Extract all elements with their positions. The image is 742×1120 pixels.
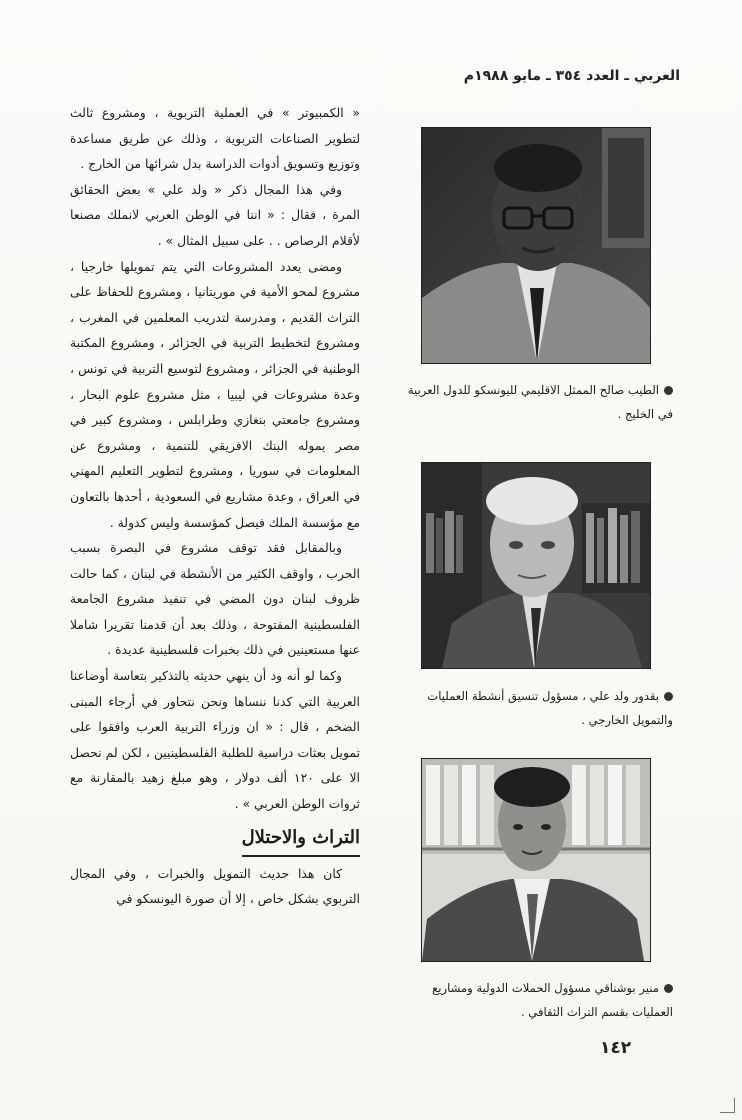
portrait-photo-3 — [421, 758, 651, 962]
photo-caption-1 — [405, 378, 673, 426]
article-paragraph-1: « الكمبيوتر » في العملية التربوية ، ومشروع ثالث لتطوير الصناعات التربوية ، وذلك عن طريق مساعدة وتوزيع وتسويق أدوات الدراسة بدل شرائها من الخارج . — [70, 105, 360, 172]
bullet-icon — [664, 692, 673, 701]
section-subheading — [70, 823, 360, 857]
portrait-photo-2 — [421, 462, 651, 669]
article-body — [70, 100, 360, 1040]
bullet-icon — [664, 386, 673, 395]
article-paragraph-6: كان هذا حديث التمويل والخبرات ، وفي المجال التربوي بشكل خاص ، إلا أن صورة اليونسكو في — [70, 865, 360, 907]
caption-3-text: منير بوشناقي مسؤول الحملات الدولية ومشاريع العمليات بقسم التراث الثقافي . — [432, 981, 673, 1019]
caption-2-text: بقدور ولد علي ، مسؤول تنسيق أنشطة العمليات والتمويل الخارجي . — [427, 689, 673, 727]
page-corner-mark — [720, 1098, 735, 1113]
caption-1-text: الطيب صالح الممثل الاقليمي لليونسكو للدول العربية في الخليج . — [407, 383, 673, 421]
bullet-icon — [664, 984, 673, 993]
article-paragraph-5: وكما لو أنه ود أن ينهي حديثه بالتذكير بتعاسة أوضاعنا العربية التي كدنا ننساها ونحن نتحاور في أرجاء المبنى الضخم ، قال : « ان وزراء التربية العرب وافقوا على تمويل بعثات دراسية للطلبة الفلسطينيين ، لكن لم نحصل الا على ١٢٠ ألف دولار ، وهو مبلغ زهيد بالمقارنة مع ثروات الوطن العربي » . — [70, 668, 360, 812]
article-paragraph-4: وبالمقابل فقد توقف مشروع في البصرة بسبب الحرب ، واوقف الكثير من الأنشطة في لبنان ، كما حالت ظروف لبنان دون المضي في تنفيذ مشروع الجامعة الفلسطينية المفتوحة ، وذلك بعد أن قدمنا تقريرا شاملا عنها مستعينين في ذلك بخبرات فلسطينية عديدة . — [70, 540, 360, 658]
portrait-photo-1 — [421, 127, 651, 364]
article-paragraph-2: وفي هذا المجال ذكر « ولد علي » بعض الحقائق المرة ، فقال : « اننا في الوطن العربي لانملك مصنعا لأقلام الرصاص . . على سبيل المثال » . — [70, 181, 360, 248]
page-number: ١٤٢ — [600, 1038, 632, 1058]
portrait-3-image — [422, 759, 650, 961]
photo-caption-3 — [405, 976, 673, 1024]
running-header: العربي ـ العدد ٣٥٤ ـ مايو ١٩٨٨م — [463, 68, 680, 84]
photo-caption-2 — [405, 684, 673, 732]
subheading-text: التراث والاحتلال — [242, 823, 360, 857]
portrait-1-image — [422, 128, 650, 363]
article-paragraph-3: ومضى يعدد المشروعات التي يتم تمويلها خارجيا ، مشروع لمحو الأمية في موريتانيا ، ومشروع للحفاظ على التراث القديم ، ومدرسة لتدريب المعلمين في المغرب ، ومشروع لتخطيط التربية في الجزائر ، ومشروع المكتبة الوطنية في الجزائر ، ومشروع لتوسيع التربية في تونس ، وعدة مشروعات في ليبيا ، مثل مشروع علوم البحار ، ومشروع جامعتي بنغازي وطرابلس ، ومشروع كبير في مصر يموله البنك الافريقي للتنمية ، ومشروع عن المعلومات في سوريا ، ومشروع لتطوير التعليم المهني في العراق ، وعدة مشاريع في السعودية ، أحدها بالتعاون مع مؤسسة الملك فيصل كمؤسسة وليس كدولة . — [70, 258, 360, 530]
portrait-2-image — [422, 463, 650, 668]
